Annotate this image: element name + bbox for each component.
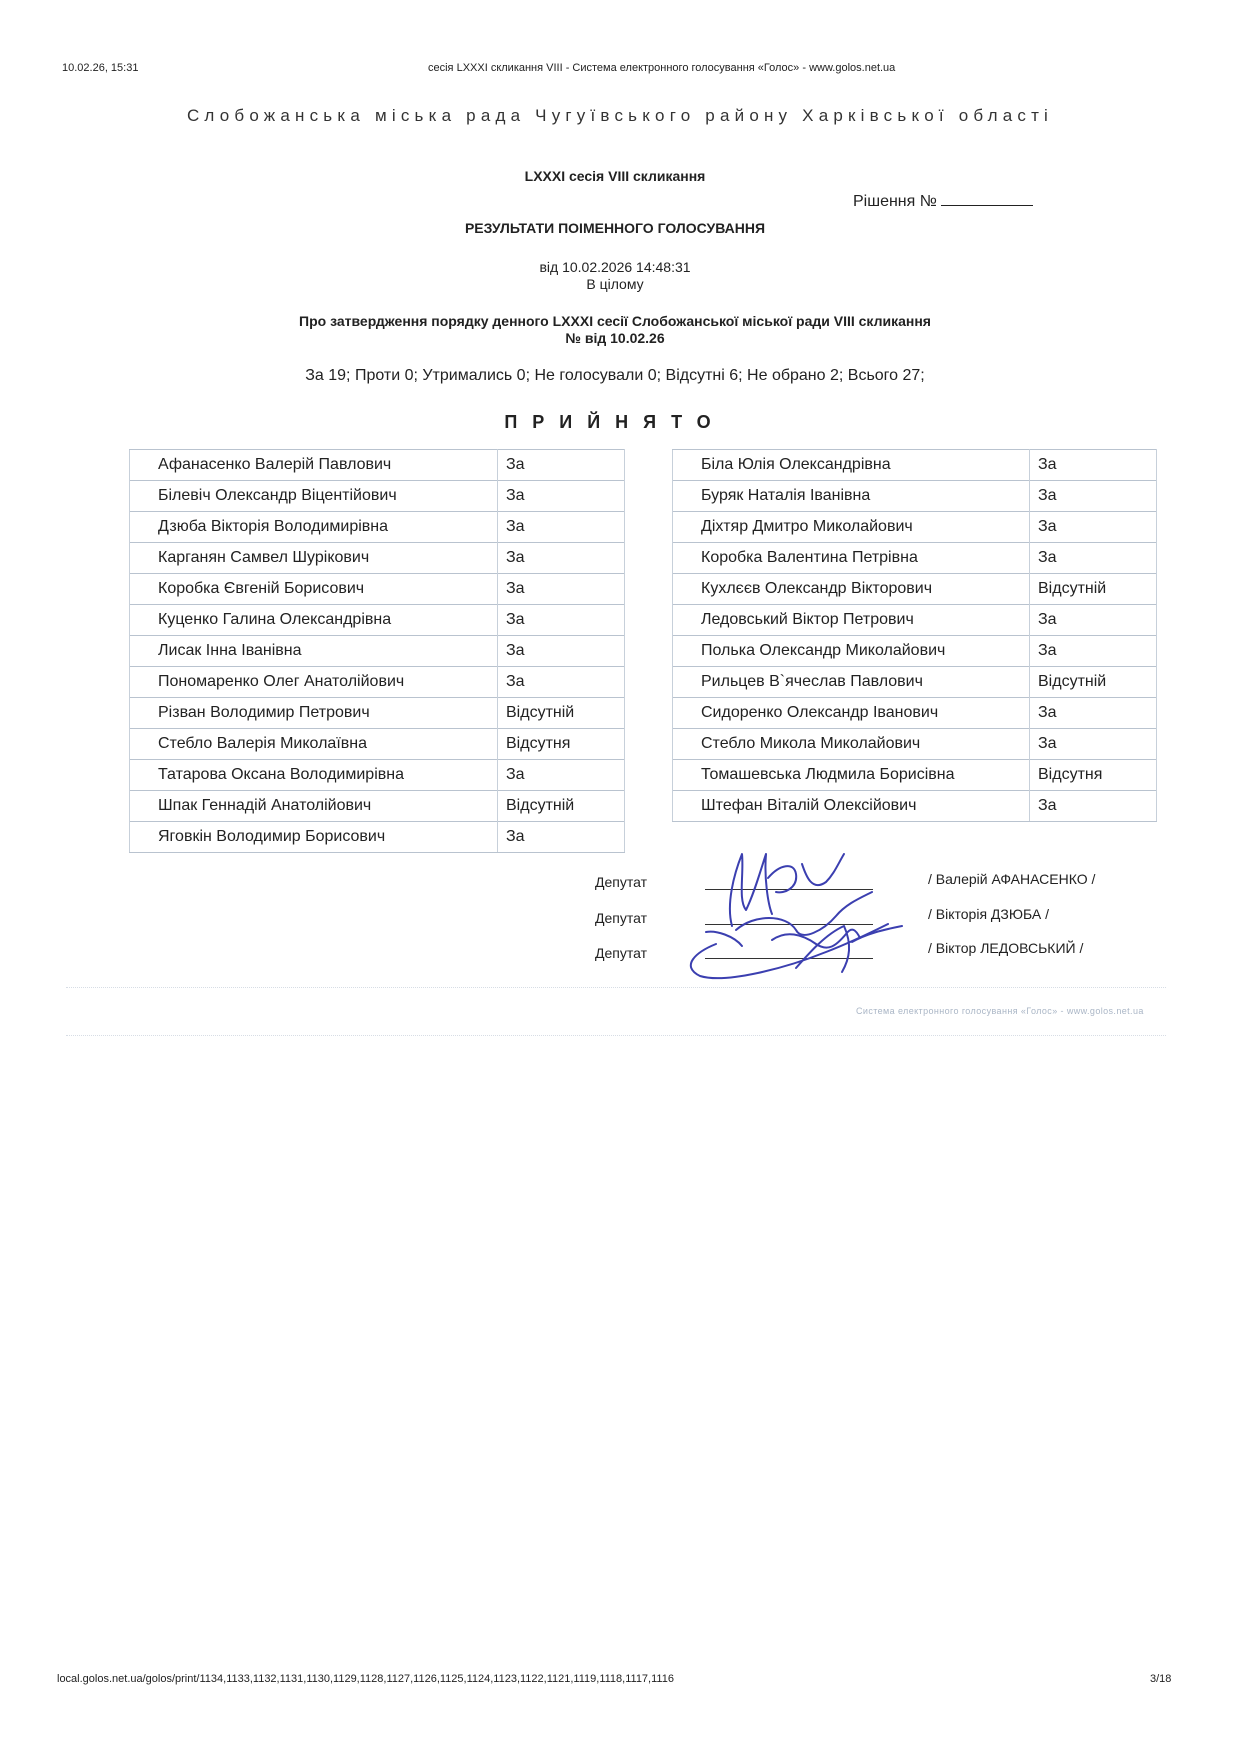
deputy-vote: За xyxy=(1030,698,1157,729)
deputy-name: Куценко Галина Олександрівна xyxy=(130,605,498,636)
table-row xyxy=(673,667,1157,698)
deputy-name: Рильцев В`ячеслав Павлович xyxy=(673,667,1030,698)
deputy-name: Різван Володимир Петрович xyxy=(130,698,498,729)
table-row xyxy=(673,791,1157,822)
deputy-name: Білевіч Олександр Віцентійович xyxy=(130,481,498,512)
print-page-title: сесія LXXXI скликання VIII - Система електронного голосування «Голос» - www.golos.net.ua xyxy=(428,62,896,74)
footer-divider xyxy=(66,987,1166,989)
signature-role: Депутат xyxy=(595,874,647,890)
deputy-vote: Відсутній xyxy=(498,698,625,729)
decision-number xyxy=(853,191,1033,211)
deputy-name: Лисак Інна Іванівна xyxy=(130,636,498,667)
deputy-name: Афанасенко Валерій Павлович xyxy=(130,450,498,481)
deputy-name: Коробка Євгеній Борисович xyxy=(130,574,498,605)
deputy-vote: За xyxy=(1030,450,1157,481)
deputy-name: Полька Олександр Миколайович xyxy=(673,636,1030,667)
deputy-vote: За xyxy=(1030,791,1157,822)
deputy-vote: За xyxy=(1030,512,1157,543)
deputy-vote: За xyxy=(498,760,625,791)
deputy-vote: За xyxy=(498,605,625,636)
table-row xyxy=(673,760,1157,791)
deputy-vote: За xyxy=(1030,481,1157,512)
table-row xyxy=(130,543,625,574)
table-row xyxy=(673,636,1157,667)
table-row xyxy=(130,760,625,791)
deputy-name: Сидоренко Олександр Іванович xyxy=(673,698,1030,729)
table-row xyxy=(673,605,1157,636)
deputy-name: Кухлєєв Олександр Вікторович xyxy=(673,574,1030,605)
signature-stroke xyxy=(730,854,772,926)
results-title: РЕЗУЛЬТАТИ ПОІМЕННОГО ГОЛОСУВАННЯ xyxy=(464,220,766,236)
signatory-name: / Валерій АФАНАСЕНКО / xyxy=(928,871,1096,887)
deputy-name: Буряк Наталія Іванівна xyxy=(673,481,1030,512)
signature-stroke xyxy=(802,854,844,885)
deputy-name: Коробка Валентина Петрівна xyxy=(673,543,1030,574)
table-row xyxy=(673,543,1157,574)
vote-outcome: ПРИЙНЯТО xyxy=(504,412,726,432)
deputy-vote: За xyxy=(1030,605,1157,636)
table-row xyxy=(130,698,625,729)
table-row xyxy=(130,574,625,605)
signature-stroke xyxy=(736,892,872,935)
footer-divider xyxy=(66,1035,1166,1037)
session-title: LXXXI сесія VIII скликання xyxy=(524,168,706,184)
deputy-name: Пономаренко Олег Анатолійович xyxy=(130,667,498,698)
table-row xyxy=(673,481,1157,512)
table-row xyxy=(673,512,1157,543)
deputy-name: Татарова Оксана Володимирівна xyxy=(130,760,498,791)
deputy-vote: Відсутній xyxy=(1030,667,1157,698)
deputy-vote: За xyxy=(498,636,625,667)
page-number: 3/18 xyxy=(1150,1673,1172,1685)
deputy-name: Штефан Віталій Олексійович xyxy=(673,791,1030,822)
deputy-vote: За xyxy=(498,450,625,481)
votes-table-left xyxy=(129,449,625,853)
vote-mode: В цілому xyxy=(586,276,644,292)
deputy-vote: За xyxy=(498,667,625,698)
deputy-name: Шпак Геннадій Анатолійович xyxy=(130,791,498,822)
signatory-name: / Віктор ЛЕДОВСЬКИЙ / xyxy=(928,940,1084,956)
table-row xyxy=(673,729,1157,760)
signatory-name: / Вікторія ДЗЮБА / xyxy=(928,906,1049,922)
decision-number-blank xyxy=(941,191,1033,206)
signature-stroke xyxy=(706,932,742,946)
deputy-vote: За xyxy=(498,481,625,512)
deputy-vote: За xyxy=(498,574,625,605)
deputy-name: Яговкін Володимир Борисович xyxy=(130,822,498,853)
deputy-name: Дзюба Вікторія Володимирівна xyxy=(130,512,498,543)
table-row xyxy=(130,791,625,822)
deputy-vote: За xyxy=(1030,729,1157,760)
deputy-vote: Відсутня xyxy=(1030,760,1157,791)
table-row xyxy=(130,512,625,543)
agenda-title-line1: Про затвердження порядку денного LXXXI сесії Слобожанської міської ради VIII скликання xyxy=(299,313,931,329)
deputy-vote: За xyxy=(498,543,625,574)
deputy-vote: За xyxy=(498,822,625,853)
signature-stroke xyxy=(796,926,849,972)
signature-stroke xyxy=(768,866,796,892)
table-row xyxy=(673,450,1157,481)
votes-table-right xyxy=(672,449,1157,822)
print-url: local.golos.net.ua/golos/print/1134,1133,1132,1131,1130,1129,1128,1127,1126,1125,1124,1123,1122,1121,1119,1118,1117,1116 xyxy=(57,1673,674,1685)
council-name: Слобожанська міська рада Чугуївського району Харківської області xyxy=(186,106,1054,125)
table-row xyxy=(673,574,1157,605)
vote-date: від 10.02.2026 14:48:31 xyxy=(539,259,691,275)
deputy-name: Стебло Валерія Миколаївна xyxy=(130,729,498,760)
print-datetime: 10.02.26, 15:31 xyxy=(62,62,139,74)
table-row xyxy=(130,481,625,512)
deputy-vote: За xyxy=(498,512,625,543)
agenda-title-line2: № від 10.02.26 xyxy=(565,330,665,346)
deputy-name: Стебло Микола Миколайович xyxy=(673,729,1030,760)
table-row xyxy=(130,729,625,760)
deputy-name: Діхтяр Дмитро Миколайович xyxy=(673,512,1030,543)
table-row xyxy=(673,698,1157,729)
deputy-name: Томашевська Людмила Борисівна xyxy=(673,760,1030,791)
deputy-vote: Відсутній xyxy=(1030,574,1157,605)
deputy-vote: За xyxy=(1030,543,1157,574)
deputy-vote: Відсутній xyxy=(498,791,625,822)
handwritten-signatures xyxy=(676,834,912,982)
vote-summary: За 19; Проти 0; Утримались 0; Не голосували 0; Відсутні 6; Не обрано 2; Всього 27; xyxy=(305,367,925,384)
deputy-name: Ледовський Віктор Петрович xyxy=(673,605,1030,636)
signature-role: Депутат xyxy=(595,910,647,926)
table-row xyxy=(130,636,625,667)
table-row xyxy=(130,667,625,698)
deputy-vote: За xyxy=(1030,636,1157,667)
deputy-vote: Відсутня xyxy=(498,729,625,760)
deputy-name: Біла Юлія Олександрівна xyxy=(673,450,1030,481)
table-row xyxy=(130,822,625,853)
decision-label: Рішення № xyxy=(853,193,937,210)
deputy-name: Карганян Самвел Шурікович xyxy=(130,543,498,574)
table-row xyxy=(130,450,625,481)
table-row xyxy=(130,605,625,636)
signature-role: Депутат xyxy=(595,945,647,961)
footer-watermark: Система електронного голосування «Голос» - www.golos.net.ua xyxy=(856,1006,1144,1016)
